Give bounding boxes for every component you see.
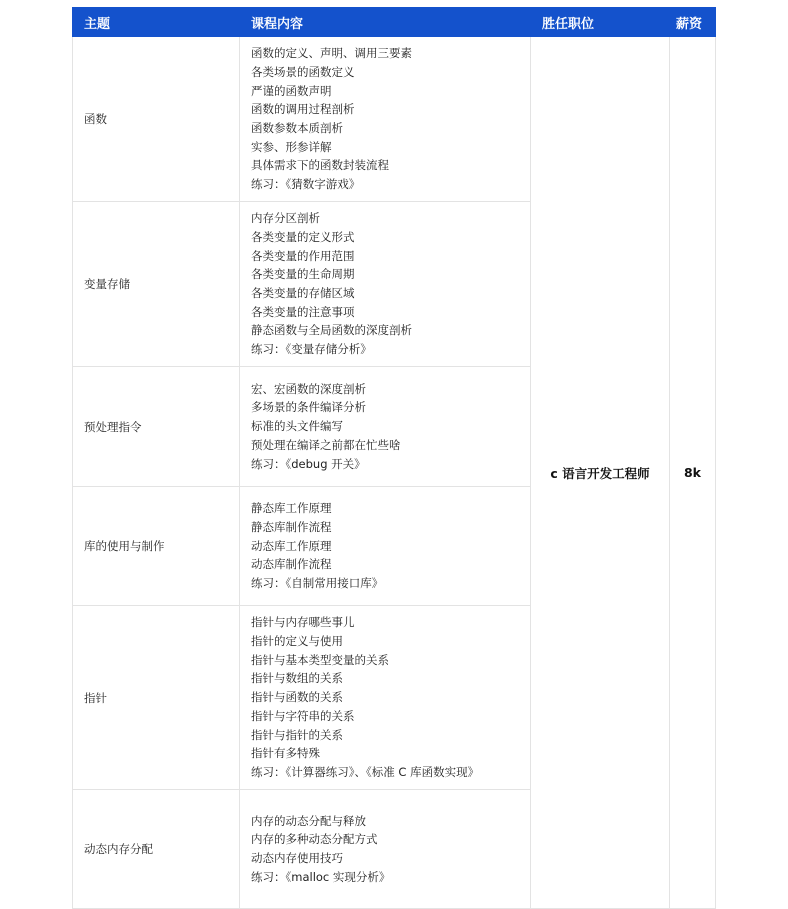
content-item: 指针与基本类型变量的关系 [251,652,389,667]
header-topic: 主题 [73,8,240,37]
content-item: 各类变量的定义形式 [251,229,355,244]
content-cell [240,367,531,487]
content-cell [240,202,531,367]
course-table [72,7,716,909]
content-item: 指针与指针的关系 [251,727,343,742]
content-cell [240,37,531,202]
header-salary: 薪资 [670,8,716,37]
content-item: 指针有多特殊 [251,746,320,761]
content-item: 函数的定义、声明、调用三要素 [251,46,412,61]
content-item: 预处理在编译之前都在忙些啥 [251,437,401,452]
content-item: 练习：《debug 开关》 [251,456,366,471]
content-item: 函数参数本质剖析 [251,121,343,135]
topic-cell: 指针 [73,606,240,790]
content-item: 指针的定义与使用 [251,634,343,649]
content-item: 函数的调用过程剖析 [251,102,355,117]
content-list [251,812,530,887]
content-item: 动态库制作流程 [251,557,332,572]
content-list [251,44,530,194]
content-item: 标准的头文件编写 [251,419,343,434]
content-item: 练习：《自制常用接口库》 [251,576,384,591]
content-item: 各类变量的注意事项 [251,304,355,319]
position-cell: c 语言开发工程师 [531,37,670,909]
table-row [73,37,716,202]
content-list [251,209,530,359]
content-item: 静态函数与全局函数的深度剖析 [251,323,412,338]
content-list [251,613,530,781]
content-item: 指针与函数的关系 [251,690,343,705]
content-item: 严谨的函数声明 [251,83,332,98]
content-item: 动态库工作原理 [251,538,332,553]
salary-cell: 8k [670,37,716,909]
content-cell [240,790,531,909]
content-list [251,380,530,474]
content-item: 各类变量的存储区域 [251,286,355,300]
content-item: 具体需求下的函数封装流程 [251,158,389,173]
content-item: 练习：《变量存储分析》 [251,342,372,357]
topic-cell: 库的使用与制作 [73,487,240,606]
content-item: 练习：《猜数字游戏》 [251,177,361,192]
content-item: 内存的多种动态分配方式 [251,832,378,847]
table-body [73,37,716,909]
content-item: 静态库制作流程 [251,519,332,534]
content-item: 静态库工作原理 [251,501,332,516]
topic-cell: 预处理指令 [73,367,240,487]
content-item: 多场景的条件编译分析 [251,400,366,415]
content-item: 指针与数组的关系 [251,671,343,686]
table-header [73,8,716,37]
header-content: 课程内容 [240,8,531,37]
content-item: 各类变量的生命周期 [251,267,355,282]
content-item: 内存的动态分配与释放 [251,813,366,828]
content-item: 各类场景的函数定义 [251,64,355,79]
content-list [251,499,530,593]
content-item: 指针与内存哪些事儿 [251,615,355,630]
content-cell [240,606,531,790]
content-item: 练习：《计算器练习》、《标准 C 库函数实现》 [251,764,480,779]
header-position: 胜任职位 [531,8,670,37]
content-item: 内存分区剖析 [251,211,320,226]
content-item: 指针与字符串的关系 [251,708,355,723]
content-item: 宏、宏函数的深度剖析 [251,381,366,396]
content-cell [240,487,531,606]
content-item: 练习：《malloc 实现分析》 [251,869,391,884]
header-row [73,8,716,37]
content-item: 动态内存使用技巧 [251,851,343,865]
topic-cell: 函数 [73,37,240,202]
content-item: 各类变量的作用范围 [251,248,355,263]
content-item: 实参、形参详解 [251,139,332,154]
topic-cell: 变量存储 [73,202,240,367]
topic-cell: 动态内存分配 [73,790,240,909]
